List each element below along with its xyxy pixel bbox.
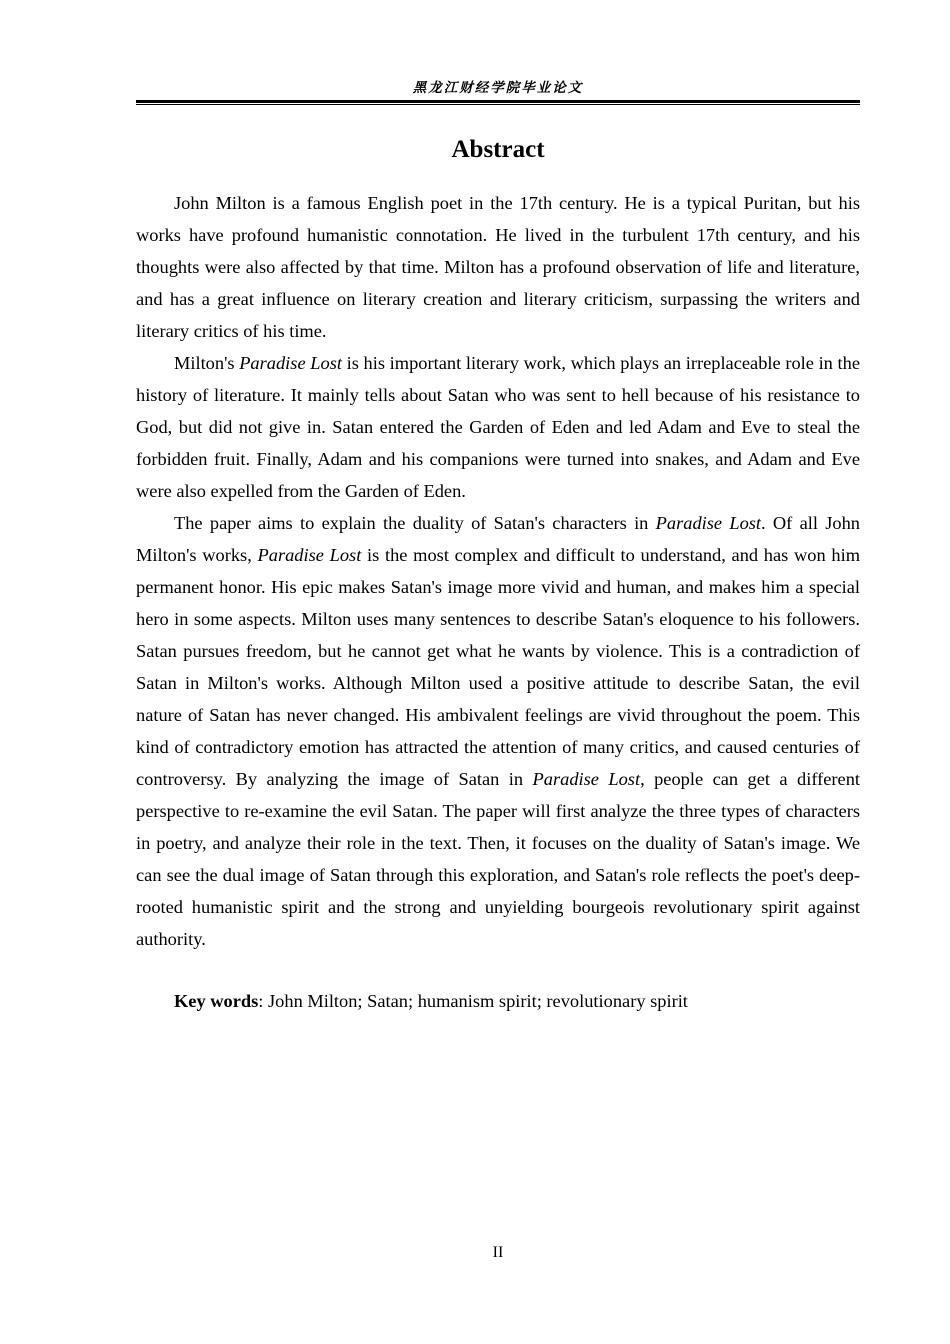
text-segment: Milton's [174, 353, 240, 373]
header-rule-thick [136, 100, 860, 103]
book-title-italic: Paradise Lost [655, 513, 762, 533]
book-title-italic: Paradise Lost [239, 353, 342, 373]
keywords-line [136, 985, 860, 1017]
keywords-label: Key words [174, 991, 259, 1011]
text-segment: is the most complex and difficult to understand, and has won him permanent honor. His epic makes Satan's image more vivid and human, and makes him a special hero in some aspects. Milton uses many sentences to describe Satan's eloquence to his followers. Satan pursues freedom, but he cannot get what he wants by violence. This is a contradiction of Satan in Milton's works. Although Milton used a positive attitude to describe Satan, the evil nature of Satan has never changed. His ambivalent feelings are vivid throughout the poem. This kind of contradictory emotion has attracted the attention of many critics, and caused centuries of controversy. By analyzing the image of Satan in [136, 545, 861, 789]
abstract-paragraph-2 [136, 347, 860, 507]
page-header: 黑龙江财经学院毕业论文 [412, 80, 584, 96]
abstract-paragraph-3 [136, 507, 860, 955]
header-rule-thin [136, 104, 860, 105]
text-segment: . Of all John Milton's works, [136, 513, 860, 565]
book-title-italic: Paradise Lost [532, 769, 641, 789]
text-segment: John Milton is a famous English poet in the 17th century. He is a typical Puritan, but his works have profound humanistic connotation. He lived in the turbulent 17th century, and his thoughts were also affected by that time. Milton has a profound observation of life and literature, and has a great influence on literary creation and literary criticism, surpassing the writers and literary critics of his time. [136, 193, 860, 341]
abstract-body [136, 187, 860, 955]
text-segment: The paper aims to explain the duality of Satan's characters in [174, 513, 656, 533]
keywords-separator: : [258, 991, 269, 1011]
book-title-italic: Paradise Lost [257, 545, 362, 565]
keywords-value: John Milton; Satan; humanism spirit; revolutionary spirit [268, 991, 688, 1011]
page-number: II [492, 1244, 504, 1261]
text-segment: , people can get a different perspective to re-examine the evil Satan. The paper will first analyze the three types of characters in poetry, and analyze their role in the text. Then, it focuses on the duality of Satan's image. We can see the dual image of Satan through this exploration, and Satan's role reflects the poet's deep-rooted humanistic spirit and the strong and unyielding bourgeois revolutionary spirit against authority. [136, 769, 860, 949]
abstract-paragraph-1 [136, 187, 860, 347]
text-segment: is his important literary work, which plays an irreplaceable role in the history of literature. It mainly tells about Satan who was sent to hell because of his resistance to God, but did not give in. Satan entered the Garden of Eden and led Adam and Eve to steal the forbidden fruit. Finally, Adam and his companions were turned into snakes, and Adam and Eve were also expelled from the Garden of Eden. [136, 353, 861, 501]
abstract-title: Abstract [451, 136, 545, 163]
